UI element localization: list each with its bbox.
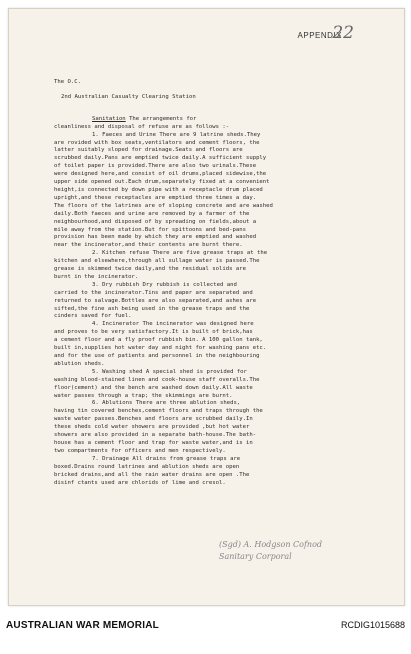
addressee: The O.C. bbox=[54, 79, 81, 85]
memo-line: daily.Both faeces and urine are removed by a farmer of the bbox=[54, 210, 250, 217]
memo-line: 4. Incinerator The incinerator was designed here bbox=[92, 321, 254, 328]
signature-title: Sanitary Corporal bbox=[219, 552, 292, 561]
memo-line: and for the use of patients and personnel in the neighbouring bbox=[54, 353, 260, 359]
memo-line: 7. Drainage All drains from grease traps are bbox=[92, 455, 241, 462]
memo-line: disinf ctants used are chlorids of lime and cresol. bbox=[54, 479, 226, 486]
memo-line: 2. Kitchen refuse There are five grease traps at the bbox=[92, 250, 268, 257]
memo-line: latter suitably sloped for drainage.Seats and floors are bbox=[54, 147, 243, 154]
archive-footer bbox=[0, 612, 411, 654]
memo-line: The floors of the latrines are of sloping concrete and are washed bbox=[54, 202, 273, 209]
intro-heading: Sanitation bbox=[92, 115, 126, 122]
memo-line: cinders saved for fuel. bbox=[54, 313, 132, 320]
memo-lines bbox=[54, 124, 389, 488]
memo-line: built in,supplies hot water day and night for washing pans etc. bbox=[54, 345, 267, 352]
memo-line: cleanliness and disposal of refuse are as follows :- bbox=[54, 123, 230, 130]
appendix-label: APPENDIX bbox=[297, 31, 342, 40]
memo-line: bricked drains,and all the rain water drains are open .The bbox=[54, 471, 250, 478]
memo-line: returned to salvage.Bottles are also separated,and ashes are bbox=[54, 297, 257, 304]
memo-line: two compartments for officers and men respectively. bbox=[54, 447, 226, 454]
memo-line: sifted,the fine ash being used in the grease traps and the bbox=[54, 305, 250, 312]
signature-block bbox=[219, 539, 322, 563]
memo-line: 5. Washing shed A special shed is provided for bbox=[92, 368, 247, 375]
memo-line: 6. Ablutions There are three ablution sheds, bbox=[92, 400, 241, 407]
memo-line: upper side opened out.Each drum,separately fixed at a convenient bbox=[54, 179, 270, 186]
memo-line: scrubbed daily.Pans are emptied twice daily.A sufficient supply bbox=[54, 155, 267, 162]
appendix-number: 22 bbox=[332, 23, 354, 43]
memo-body bbox=[54, 79, 389, 487]
memo-line: and proves to be very satisfactory.It is built of brick,has bbox=[54, 329, 253, 336]
memo-line: of toilet paper is provided.There are also two urinals.These bbox=[54, 163, 257, 170]
memo-line: burnt in the incinerator. bbox=[54, 273, 139, 280]
unit-name: 2nd Australian Casualty Clearing Station bbox=[61, 93, 196, 100]
memo-line: height,is connected by down pipe with a receptacle drum placed bbox=[54, 186, 263, 193]
memo-line: having tin covered benches,cement floors and traps through the bbox=[54, 408, 263, 415]
memo-line: kitchen and elsewhere,through all sullage water is passed.The bbox=[54, 258, 260, 265]
memo-line: neighbourhood,and disposed of by spreading on fields,about a bbox=[54, 218, 257, 225]
intro-rest: The arrangements for bbox=[129, 115, 197, 122]
memo-line: grease is skimmed twice daily,and the residual solids are bbox=[54, 266, 246, 273]
memo-line: were designed here,and consist of oil drums,placed sidewise,the bbox=[54, 171, 267, 178]
document-page bbox=[8, 8, 405, 606]
archive-reference: RCDIG1015688 bbox=[340, 620, 405, 630]
memo-line: 3. Dry rubbish Dry rubbish is collected and bbox=[92, 281, 237, 288]
memo-line: carried to the incinerator.Tins and paper are separated and bbox=[54, 289, 253, 296]
archive-name: AUSTRALIAN WAR MEMORIAL bbox=[6, 620, 159, 631]
memo-line: these sheds cold water showers are provided ,but hot water bbox=[54, 424, 250, 431]
memo-line: waste water passes.Benches and floors are scrubbed daily.In bbox=[54, 416, 253, 423]
intro-line bbox=[54, 116, 389, 124]
memo-line: mile away from the station.But for spittoons and bed-pans bbox=[54, 226, 246, 233]
memo-line: floor(cement) and the bench are washed down daily.All waste bbox=[54, 384, 253, 391]
memo-line: 1. Faeces and Urine There are 9 latrine sheds.They bbox=[92, 131, 261, 138]
memo-line: showers are also provided in a separate bath-house.The bath- bbox=[54, 432, 257, 439]
memo-line: house has a cement floor and trap for waste water,and is in bbox=[54, 439, 253, 446]
memo-line: water passes through a trap; the skimmings are burnt. bbox=[54, 392, 233, 399]
memo-line: are rovided with box seats,ventilators and cement floors, the bbox=[54, 139, 260, 146]
memo-line: a cement floor and a fly proof rubbish bin. A 100 gallon tank, bbox=[54, 337, 263, 344]
memo-line: near the incinerator,and their contents are burnt there. bbox=[54, 242, 243, 249]
memo-line: boxed.Drains round latrines and ablution sheds are open bbox=[54, 463, 240, 470]
memo-line: washing blood-stained linen and cook-house staff overalls.The bbox=[54, 376, 260, 383]
signature-name: (Sgd) A. Hodgson Cofnod bbox=[219, 540, 323, 549]
memo-line: provision has been made by which they are emptied and washed bbox=[54, 234, 257, 241]
memo-line: upright,and these receptacles are emptied three times a day. bbox=[54, 194, 257, 201]
memo-line: ablution sheds. bbox=[54, 360, 105, 367]
